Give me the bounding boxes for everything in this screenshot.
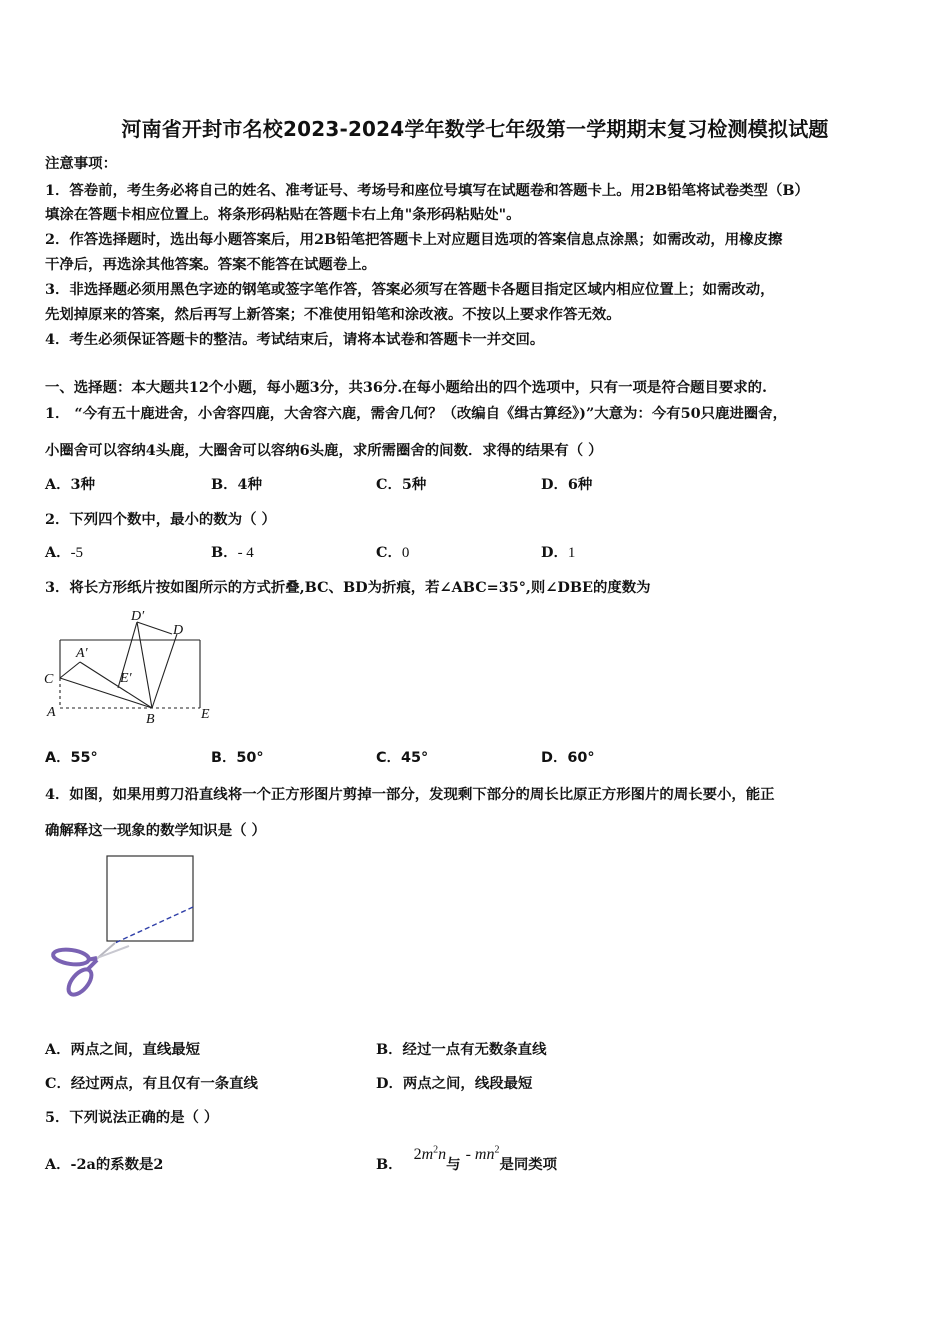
q1-option-c[interactable]: C．5种 (376, 476, 427, 493)
q5-expr-1-n: n (438, 1146, 447, 1163)
q1-stem-line2: 小圈舍可以容纳4头鹿，大圈舍可以容纳6头鹿，求所需圈舍的间数．求得的结果有（ ） (45, 442, 603, 459)
fig-label-c: C (44, 672, 54, 687)
notice-line: 2．作答选择题时，选出每小题答案后，用2B铅笔把答题卡上对应题目选项的答案信息点涂黑；如需改动，用橡皮擦 (45, 231, 783, 248)
page-title: 河南省开封市名校2023-2024学年数学七年级第一学期期末复习检测模拟试题 (121, 117, 829, 141)
q3-fold-figure (40, 602, 230, 732)
q2-option-a[interactable] (45, 541, 83, 562)
q5-option-b[interactable] (376, 1144, 558, 1174)
q5-option-b-mid: 与 (446, 1156, 461, 1173)
q3-option-b[interactable]: B．50° (211, 750, 264, 766)
fig-label-a: A (47, 705, 56, 720)
q2-option-c-label: C． (376, 544, 402, 561)
q5-option-b-label: B． (376, 1156, 403, 1173)
q3-option-d[interactable]: D．60° (541, 750, 595, 766)
q2-option-c[interactable] (376, 541, 409, 562)
q5-option-b-tail: 是同类项 (499, 1156, 558, 1173)
q2-stem: 2．下列四个数中，最小的数为（ ） (45, 511, 276, 528)
q5-option-a[interactable]: A．-2a的系数是2 (45, 1156, 164, 1173)
q2-option-a-value: -5 (70, 545, 84, 561)
fig-label-b: B (146, 712, 155, 727)
notice-line: 先划掉原来的答案，然后再写上新答案；不准使用铅笔和涂改液。不按以上要求作答无效。 (45, 306, 621, 323)
q2-option-a-label: A． (45, 544, 71, 561)
q2-option-d[interactable] (541, 541, 575, 562)
notice-heading: 注意事项： (45, 155, 117, 172)
q4-stem-line2: 确解释这一现象的数学知识是（ ） (45, 822, 266, 839)
notice-line: 4．考生必须保证答题卡的整洁。考试结束后，请将本试卷和答题卡一并交回。 (45, 331, 545, 348)
q4-scissors-figure (45, 850, 205, 1002)
square-shape (107, 856, 193, 941)
q4-option-c[interactable]: C．经过两点，有且仅有一条直线 (45, 1075, 258, 1092)
q3-option-a[interactable]: A．55° (45, 750, 98, 766)
notice-line: 1．答卷前，考生务必将自己的姓名、准考证号、考场号和座位号填写在试题卷和答题卡上。用2B铅笔将试卷类型（B） (45, 182, 809, 199)
q2-option-d-value: 1 (567, 545, 576, 561)
q2-option-d-label: D． (541, 544, 568, 561)
q1-option-d[interactable]: D．6种 (541, 476, 593, 493)
q5-stem: 5．下列说法正确的是（ ） (45, 1109, 219, 1126)
q2-option-b[interactable] (211, 541, 254, 562)
q2-option-b-value: - 4 (237, 545, 254, 561)
notice-line: 填涂在答题卡相应位置上。将条形码粘贴在答题卡右上角"条形码粘贴处"。 (45, 206, 521, 223)
q5-expr-1 (414, 1146, 447, 1163)
q3-stem: 3．将长方形纸片按如图所示的方式折叠,BC、BD为折痕，若∠ABC=35°,则∠DBE的度数为 (45, 579, 651, 596)
q5-expr-1-coef: 2 (413, 1146, 422, 1163)
fig-label-e: E (201, 707, 210, 722)
q5-expr-2-mn: mn (474, 1146, 495, 1163)
q1-option-a[interactable]: A．3种 (45, 476, 95, 493)
q4-stem-line1: 4．如图，如果用剪刀沿直线将一个正方形图片剪掉一部分，发现剩下部分的周长比原正方形图片的周长要小，能正 (45, 786, 775, 803)
q2-option-b-label: B． (211, 544, 238, 561)
notice-line: 干净后，再选涂其他答案。答案不能答在试题卷上。 (45, 256, 376, 273)
fig-label-e-prime: E′ (120, 671, 132, 686)
fig-label-d-prime: D′ (131, 609, 145, 624)
cut-line (115, 907, 193, 943)
q5-expr-2-exp: 2 (494, 1144, 500, 1156)
q4-option-b[interactable]: B．经过一点有无数条直线 (376, 1041, 547, 1058)
section-heading: 一、选择题：本大题共12个小题，每小题3分，共36分.在每小题给出的四个选项中，只有一项是符合题目要求的. (45, 379, 768, 396)
q1-stem-line1: 1． “今有五十鹿进舍，小舍容四鹿，大舍容六鹿，需舍几何？（改编自《缉古算经》)”大意为：今有50只鹿进圈舍， (45, 405, 787, 422)
q5-expr-2-neg: - (465, 1146, 475, 1163)
q1-option-b[interactable]: B．4种 (211, 476, 262, 493)
scissors-icon (52, 943, 129, 999)
q4-option-a[interactable]: A．两点之间，直线最短 (45, 1041, 201, 1058)
fig-label-d: D (173, 623, 184, 638)
q5-expr-2 (466, 1146, 500, 1163)
q4-option-d[interactable]: D．两点之间，线段最短 (376, 1075, 533, 1092)
q5-expr-1-exp: 2 (433, 1144, 439, 1156)
q3-option-c[interactable]: C．45° (376, 750, 429, 766)
notice-line: 3．非选择题必须用黑色字迹的钢笔或签字笔作答，答案必须写在答题卡各题目指定区域内相应位置上；如需改动， (45, 281, 775, 298)
fig-label-a-prime: A′ (76, 646, 88, 661)
q5-expr-1-m: m (421, 1146, 434, 1163)
q2-option-c-value: 0 (401, 545, 410, 561)
